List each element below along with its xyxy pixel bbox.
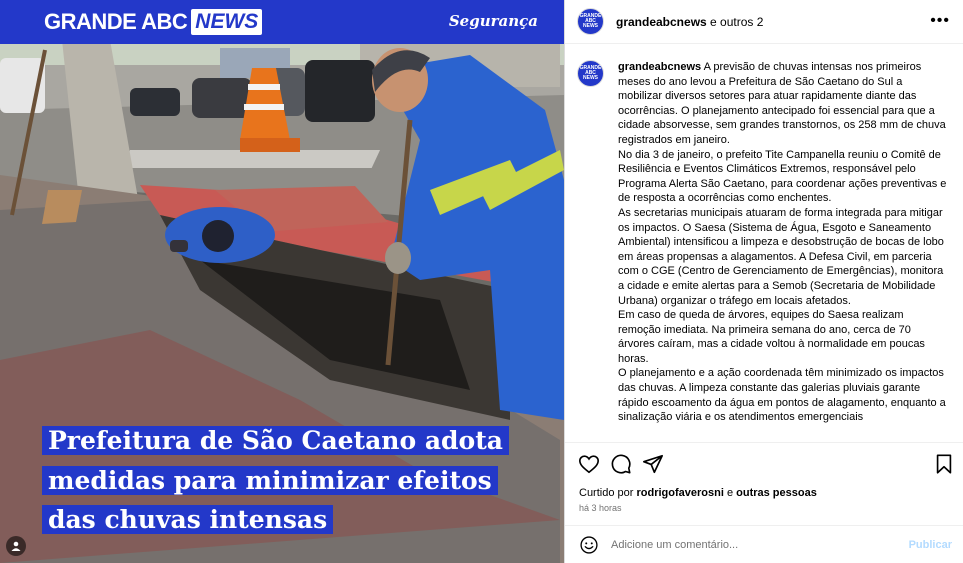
caption-text bbox=[618, 60, 948, 425]
publish-button[interactable]: Publicar bbox=[908, 538, 952, 551]
likes-suffix: e bbox=[723, 487, 737, 499]
headline-line: das chuvas intensas bbox=[42, 505, 333, 534]
collaborators-link[interactable]: e outros 2 bbox=[706, 14, 764, 29]
avatar-text: GRANDE ABC NEWS bbox=[579, 65, 602, 81]
comments-area[interactable] bbox=[565, 44, 963, 442]
action-bar bbox=[565, 442, 963, 484]
headline-line: Prefeitura de São Caetano adota bbox=[42, 426, 509, 455]
avatar[interactable] bbox=[577, 60, 604, 87]
caption-username[interactable]: grandeabcnews bbox=[618, 61, 702, 73]
post-side-panel bbox=[564, 0, 963, 563]
brand-logo bbox=[44, 8, 262, 36]
likes-others-link[interactable]: outras pessoas bbox=[736, 487, 817, 499]
caption-paragraph: No dia 3 de janeiro, o prefeito Tite Campanella reuniu o Comitê de Resiliência e Eventos Climáticos Extremos, responsável pelo Programa Alerta São Caetano, para coordenar ações preventivas e de resposta a ocorrências como enchentes. bbox=[618, 148, 947, 205]
author-username[interactable]: grandeabcnews bbox=[616, 14, 707, 29]
post-header bbox=[565, 0, 963, 44]
caption bbox=[577, 60, 948, 425]
send-icon[interactable] bbox=[642, 453, 664, 475]
likes-summary bbox=[579, 487, 817, 499]
avatar-text: GRANDE ABC NEWS bbox=[579, 13, 602, 29]
emoji-icon[interactable] bbox=[579, 535, 599, 555]
headline bbox=[42, 421, 552, 540]
liker-username[interactable]: rodrigofaverosni bbox=[636, 487, 724, 499]
headline-line: medidas para minimizar efeitos bbox=[42, 466, 498, 495]
section-label: Segurança bbox=[448, 12, 538, 30]
caption-paragraph: O planejamento e a ação coordenada têm minimizado os impactos das chuvas. A limpeza constante das galerias pluviais garante rápido escoamento da água em pontos de alagamento, enquanto a sinalização viária e os atendimentos emergenciais bbox=[618, 367, 946, 424]
post-timestamp[interactable]: há 3 horas bbox=[579, 503, 622, 513]
brand-logo-news: NEWS bbox=[191, 9, 262, 35]
user-icon[interactable] bbox=[6, 536, 26, 556]
avatar[interactable] bbox=[577, 8, 604, 35]
more-horizontal-icon[interactable]: ••• bbox=[930, 12, 950, 29]
brand-logo-text: GRANDE ABC bbox=[44, 9, 188, 34]
comment-icon[interactable] bbox=[610, 453, 632, 475]
post-banner bbox=[0, 0, 564, 44]
caption-paragraph: Em caso de queda de árvores, equipes do Saesa realizam remoção imediata. Na primeira semana do ano, cerca de 70 árvores caíram, mas a cidade voltou à normalidade em poucas horas. bbox=[618, 309, 925, 365]
post-author bbox=[616, 15, 763, 29]
comment-box bbox=[565, 525, 963, 563]
comment-input[interactable] bbox=[611, 539, 881, 551]
caption-paragraph: A previsão de chuvas intensas nos primeiros meses do ano levou a Prefeitura de São Caetano do Sul a mobilizar diversos setores para atuar rapidamente diante das ocorrências. O planejamento antecipado foi essencial para que a cidade absorvesse, sem grandes transtornos, os 258 mm de chuva registrados em janeiro. bbox=[618, 61, 946, 146]
likes-prefix: Curtido por bbox=[579, 487, 637, 499]
caption-paragraph: As secretarias municipais atuaram de forma integrada para mitigar os impactos. O Saesa (Sistema de Água, Esgoto e Saneamento Ambiental) intensificou a limpeza e desobstrução de bocas de lobo em áreas propensas a alagamentos. A Defesa Civil, em parceria com o CGE (Centro de Gerenciamento de Emergências), monitora a cidade e emite alertas para a Semob (Secretaria de Mobilidade Urbana) organizar o tráfego em locais afetados. bbox=[618, 206, 944, 307]
heart-icon[interactable] bbox=[578, 453, 600, 475]
bookmark-icon[interactable] bbox=[933, 453, 955, 475]
